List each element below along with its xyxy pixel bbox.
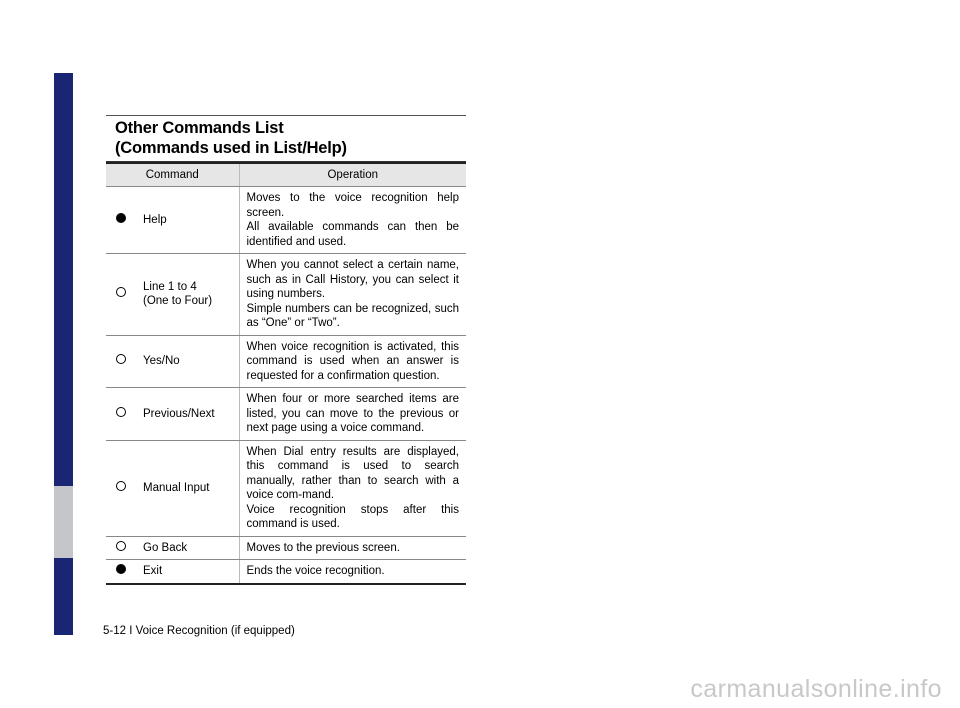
command-cell <box>136 560 239 584</box>
command-text: Manual Input <box>143 481 210 494</box>
command-cell <box>136 388 239 441</box>
marker-cell <box>106 440 136 536</box>
empty-circle-icon <box>116 287 126 297</box>
table-row <box>106 388 466 441</box>
command-text: (One to Four) <box>143 295 213 308</box>
operation-cell <box>239 440 466 536</box>
command-cell <box>136 440 239 536</box>
section-title-line2: (Commands used in List/Help) <box>115 139 347 157</box>
operation-cell <box>239 388 466 441</box>
marker-cell <box>106 335 136 388</box>
operation-text: Ends the voice recognition. <box>246 565 385 577</box>
marker-cell <box>106 388 136 441</box>
marker-cell <box>106 560 136 584</box>
marker-cell <box>106 536 136 560</box>
operation-cell <box>239 560 466 584</box>
table-row <box>106 187 466 254</box>
operation-cell <box>239 536 466 560</box>
operation-text: When Dial entry results are displayed, this command is used to search manually, rather than to search with a voice com-mand. <box>246 445 459 501</box>
command-cell <box>136 187 239 254</box>
commands-table <box>106 162 466 585</box>
operation-cell <box>239 254 466 336</box>
command-cell <box>136 335 239 388</box>
command-text: Line 1 to 4 <box>143 280 197 293</box>
page-footer: 5-12 I Voice Recognition (if equipped) <box>103 625 295 637</box>
operation-column-header: Operation <box>239 163 466 187</box>
empty-circle-icon <box>116 481 126 491</box>
operation-cell <box>239 335 466 388</box>
filled-circle-icon <box>116 564 126 574</box>
command-text: Exit <box>143 565 163 577</box>
marker-cell <box>106 187 136 254</box>
marker-cell <box>106 254 136 336</box>
table-row <box>106 560 466 584</box>
command-column-header: Command <box>106 163 239 187</box>
empty-circle-icon <box>116 407 126 417</box>
table-row <box>106 440 466 536</box>
watermark: carmanualsonline.info <box>690 675 942 703</box>
empty-circle-icon <box>116 354 126 364</box>
operation-text: When four or more searched items are listed, you can move to the previous or next page using a voice command. <box>246 393 459 434</box>
table-row <box>106 335 466 388</box>
filled-circle-icon <box>116 213 126 223</box>
operation-text: Moves to the previous screen. <box>246 541 400 554</box>
operation-text: When voice recognition is activated, this command is used when an answer is requested for a confirmation question. <box>246 340 459 382</box>
operation-text: All available commands can then be identified and used. <box>246 221 459 248</box>
table-header-row <box>106 163 466 187</box>
operation-text: Simple numbers can be recognized, such as “One” or “Two”. <box>246 302 459 329</box>
table-row <box>106 536 466 560</box>
operation-text: Voice recognition stops after this command is used. <box>246 503 459 530</box>
operation-cell <box>239 187 466 254</box>
command-cell <box>136 254 239 336</box>
section-heading <box>106 115 466 162</box>
command-text: Yes/No <box>143 355 180 367</box>
command-text: Help <box>143 213 167 226</box>
operation-text: When you cannot select a certain name, such as in Call History, you can select it using numbers. <box>246 259 459 300</box>
chapter-tab-marker <box>54 486 73 558</box>
table-row <box>106 254 466 336</box>
chapter-side-bar <box>54 73 73 635</box>
command-text: Go Back <box>143 541 188 554</box>
command-text: Previous/Next <box>143 407 215 420</box>
command-cell <box>136 536 239 560</box>
empty-circle-icon <box>116 541 126 551</box>
operation-text: Moves to the voice recognition help screen. <box>246 192 459 219</box>
section-title-line1: Other Commands List <box>115 119 284 137</box>
